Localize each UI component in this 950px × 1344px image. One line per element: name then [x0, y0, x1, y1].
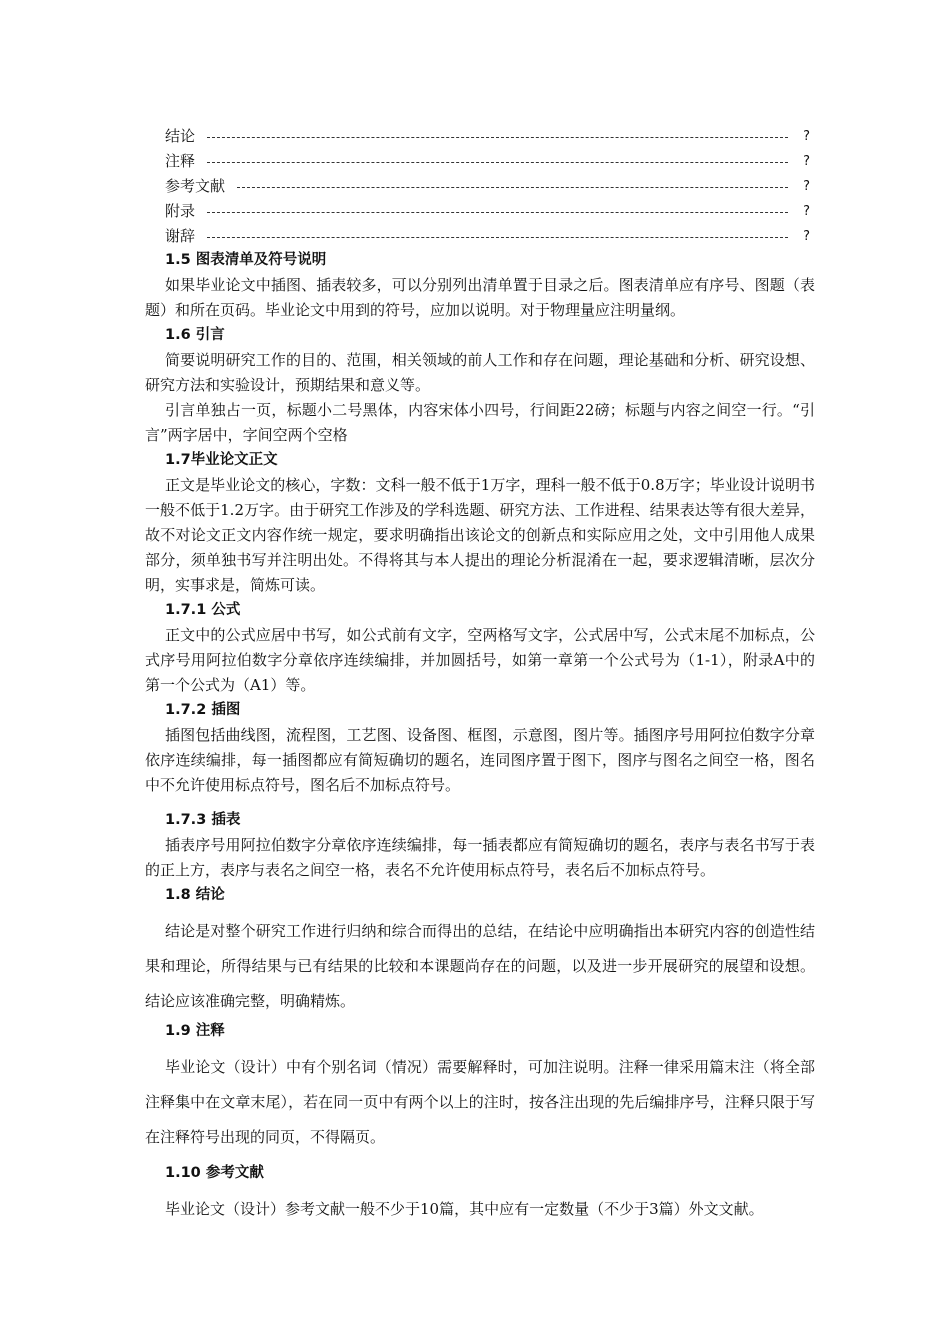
toc-entry-label: 结论 — [165, 127, 196, 145]
section-heading: 1.9 注释 — [165, 1023, 225, 1039]
section-heading: 1.6 引言 — [165, 327, 225, 343]
toc-entry-conclusion[interactable] — [165, 124, 810, 149]
toc-page-number: ? — [803, 154, 810, 169]
document-body — [145, 248, 815, 1227]
toc-entry-label: 注释 — [165, 152, 196, 170]
toc-entry-notes[interactable] — [165, 149, 810, 174]
subsection-heading: 1.7.3 插表 — [165, 812, 241, 828]
toc-page-number: ? — [803, 129, 810, 144]
section-heading: 1.8 结论 — [165, 887, 225, 903]
toc-entry-label: 谢辞 — [165, 227, 196, 245]
section-heading: 1.5 图表清单及符号说明 — [165, 252, 327, 268]
paragraph: 正文是毕业论文的核心，字数：文科一般不低于1万字，理科一般不低于0.8万字；毕业设计说明书一般不低于1.2万字。由于研究工作涉及的学科选题、研究方法、工作进程、结果表达等有很大差异，故不对论文正文内容作统一规定，要求明确指出该论文的创新点和实际应用之处，文中引用他人成果部分，须单独书写并注明出处。不得将其与本人提出的理论分析混淆在一起，要求逻辑清晰，层次分明，实事求是，简炼可读。 — [145, 476, 815, 594]
spacer — [145, 798, 815, 808]
toc-leader — [207, 237, 788, 238]
paragraph: 正文中的公式应居中书写，如公式前有文字，空两格写文字，公式居中写，公式末尾不加标点，公式序号用阿拉伯数字分章依序连续编排，并加圆括号，如第一章第一个公式号为（1-1），附录A中的第一个公式为（A1）等。 — [145, 626, 815, 694]
toc-entry-appendix[interactable] — [165, 199, 810, 224]
subsection-heading: 1.7.1 公式 — [165, 602, 241, 618]
paragraph: 结论是对整个研究工作进行归纳和综合而得出的总结，在结论中应明确指出本研究内容的创造性结果和理论，所得结果与已有结果的比较和本课题尚存在的问题，以及进一步开展研究的展望和设想。结论应该准确完整，明确精炼。 — [145, 922, 815, 1010]
toc-page-number: ? — [803, 179, 810, 194]
section-heading: 1.10 参考文献 — [165, 1165, 264, 1181]
paragraph: 插图包括曲线图，流程图，工艺图、设备图、框图，示意图，图片等。插图序号用阿拉伯数字分章依序连续编排，每一插图都应有简短确切的题名，连同图序置于图下，图序与图名之间空一格，图名中不允许使用标点符号，图名后不加标点符号。 — [145, 726, 815, 794]
paragraph: 插表序号用阿拉伯数字分章依序连续编排，每一插表都应有简短确切的题名，表序与表名书写于表的正上方，表序与表名之间空一格，表名不允许使用标点符号，表名后不加标点符号。 — [145, 836, 815, 879]
toc-entry-label: 附录 — [165, 202, 196, 220]
paragraph: 如果毕业论文中插图、插表较多，可以分别列出清单置于目录之后。图表清单应有序号、图题（表题）和所在页码。毕业论文中用到的符号，应加以说明。对于物理量应注明量纲。 — [145, 276, 815, 319]
toc-entry-references[interactable] — [165, 174, 810, 199]
paragraph: 毕业论文（设计）参考文献一般不少于10篇，其中应有一定数量（不少于3篇）外文文献。 — [165, 1200, 764, 1218]
toc-leader — [207, 212, 788, 213]
toc-page-number: ? — [803, 229, 810, 244]
section-heading: 1.7毕业论文正文 — [165, 452, 278, 468]
toc-leader — [237, 187, 788, 188]
paragraph: 毕业论文（设计）中有个别名词（情况）需要解释时，可加注说明。注释一律采用篇末注（将全部注释集中在文章末尾），若在同一页中有两个以上的注时，按各注出现的先后编排序号，注释只限于写在注释符号出现的同页，不得隔页。 — [145, 1058, 815, 1146]
paragraph: 引言单独占一页，标题小二号黑体，内容宋体小四号，行间距22磅；标题与内容之间空一行。“引言”两字居中，字间空两个空格 — [145, 401, 815, 444]
paragraph: 简要说明研究工作的目的、范围，相关领域的前人工作和存在问题，理论基础和分析、研究设想、研究方法和实验设计，预期结果和意义等。 — [145, 351, 815, 394]
table-of-contents — [165, 124, 810, 249]
toc-leader — [207, 137, 788, 138]
subsection-heading: 1.7.2 插图 — [165, 702, 241, 718]
toc-leader — [207, 162, 788, 163]
toc-entry-acknowledgements[interactable] — [165, 224, 810, 249]
toc-page-number: ? — [803, 204, 810, 219]
toc-entry-label: 参考文献 — [165, 177, 226, 195]
